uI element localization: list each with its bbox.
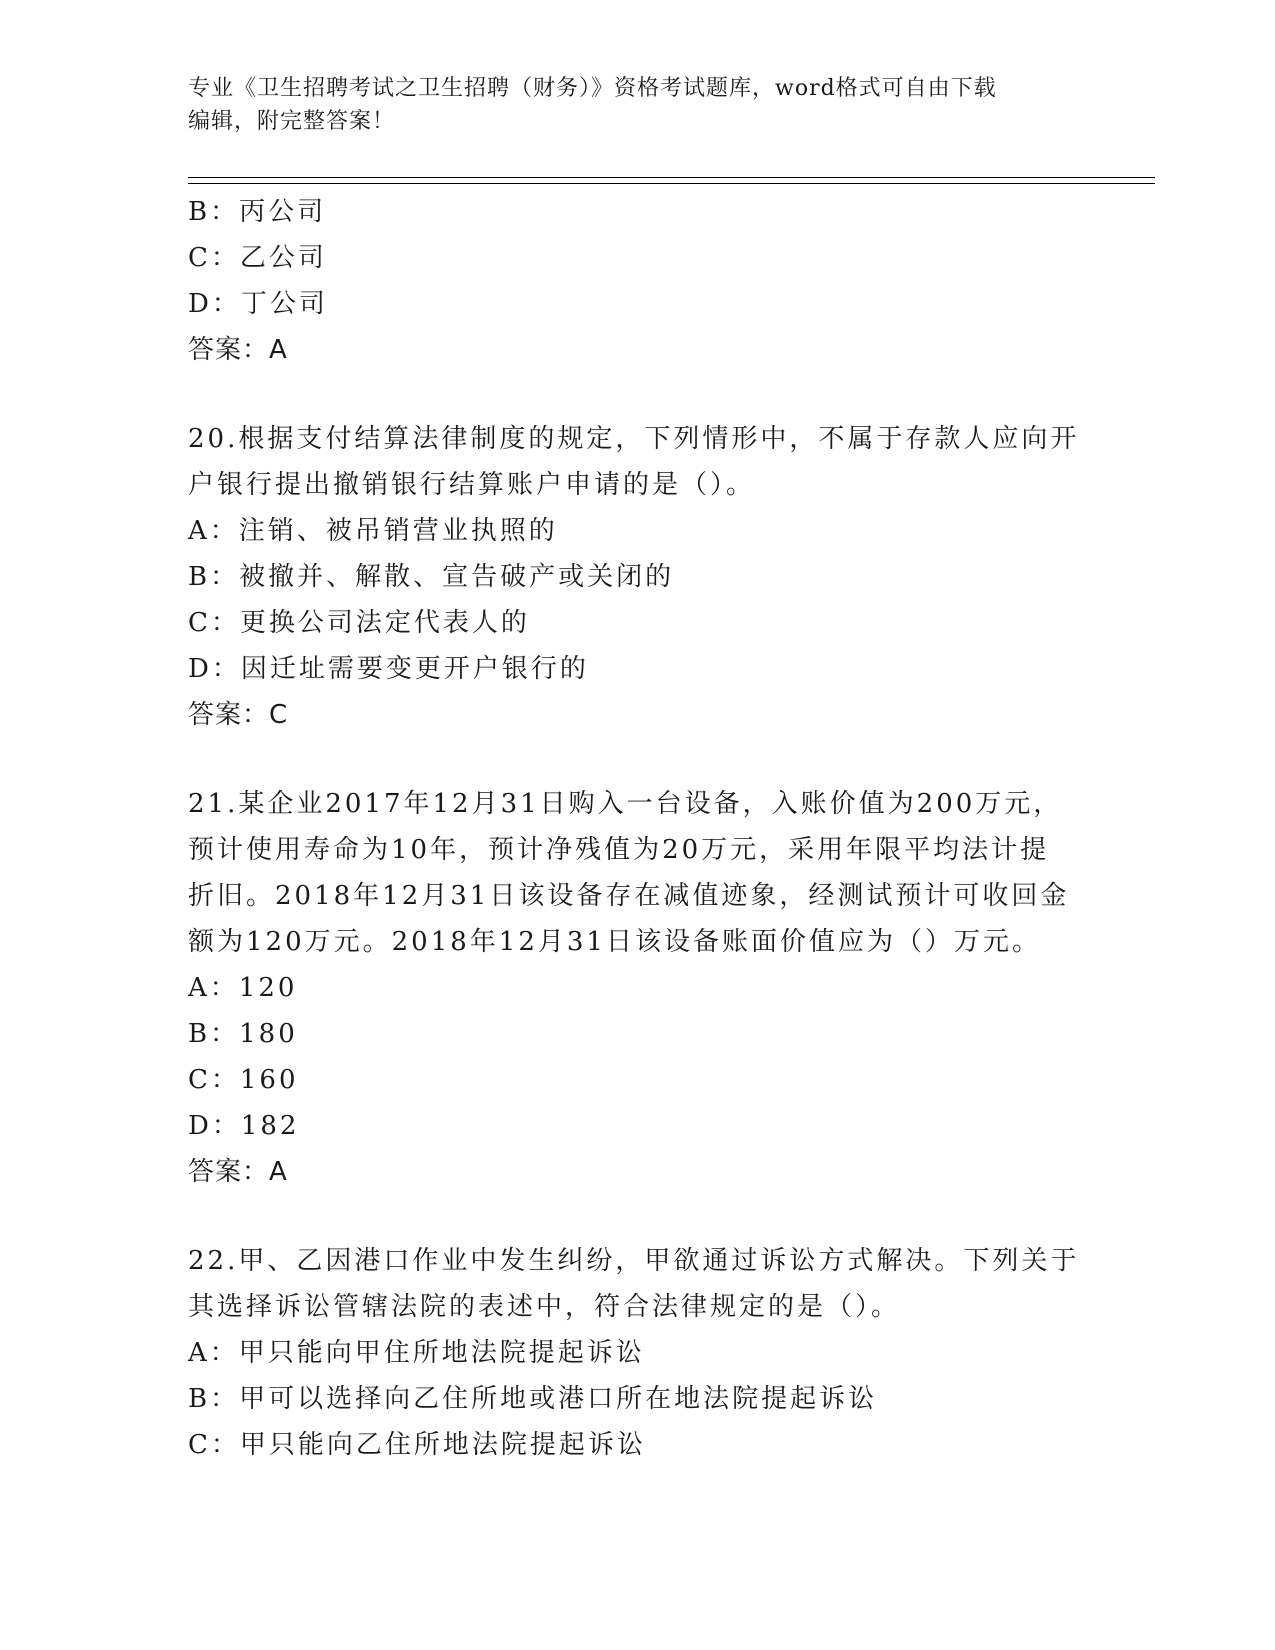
question-stem-line: 折旧。2018年12月31日该设备存在减值迹象，经测试预计可收回金 (188, 881, 1070, 911)
header-divider-bottom (188, 183, 1155, 184)
answer-line: 答案：A (188, 335, 288, 365)
question-21 (188, 781, 1088, 1195)
option-b: B：180 (188, 1019, 298, 1049)
question-20 (188, 416, 1088, 738)
option-d: D：因迁址需要变更开户银行的 (188, 654, 589, 684)
option-c: C：乙公司 (188, 243, 327, 273)
option-a: A：120 (188, 973, 298, 1003)
document-header (188, 72, 1088, 138)
question-22 (188, 1238, 1088, 1468)
header-line-2: 编辑，附完整答案！ (188, 109, 396, 134)
option-d: D：182 (188, 1111, 300, 1141)
question-stem-line: 预计使用寿命为10年，预计净残值为20万元，采用年限平均法计提 (188, 835, 1050, 865)
answer-line: 答案：C (188, 700, 289, 730)
option-c: C：160 (188, 1065, 299, 1095)
option-b: B：甲可以选择向乙住所地或港口所在地法院提起诉讼 (188, 1384, 878, 1414)
header-line-1: 专业《卫生招聘考试之卫生招聘（财务）》资格考试题库，word格式可自由下载 (188, 76, 997, 101)
question-stem-line: 21.某企业2017年12月31日购入一台设备，入账价值为200万元， (188, 789, 1063, 819)
question-stem-line: 额为120万元。2018年12月31日该设备账面价值应为（）万元。 (188, 927, 1041, 957)
option-b: B：被撤并、解散、宣告破产或关闭的 (188, 562, 675, 592)
question-stem-line: 22.甲、乙因港口作业中发生纠纷，甲欲通过诉讼方式解决。下列关于 (188, 1246, 1080, 1276)
question-19-tail (188, 189, 1088, 373)
header-divider-top (188, 177, 1155, 178)
question-stem-line: 户银行提出撤销银行结算账户申请的是（）。 (188, 470, 756, 500)
option-c: C：更换公司法定代表人的 (188, 608, 530, 638)
option-d: D：丁公司 (188, 289, 328, 319)
question-content (188, 189, 1088, 1468)
option-a: A：甲只能向甲住所地法院提起诉讼 (188, 1338, 645, 1368)
option-b: B：丙公司 (188, 197, 327, 227)
option-c: C：甲只能向乙住所地法院提起诉讼 (188, 1430, 646, 1460)
option-a: A：注销、被吊销营业执照的 (188, 516, 558, 546)
question-stem-line: 20.根据支付结算法律制度的规定，下列情形中，不属于存款人应向开 (188, 424, 1080, 454)
answer-line: 答案：A (188, 1157, 288, 1187)
question-stem-line: 其选择诉讼管辖法院的表述中，符合法律规定的是（）。 (188, 1292, 901, 1322)
